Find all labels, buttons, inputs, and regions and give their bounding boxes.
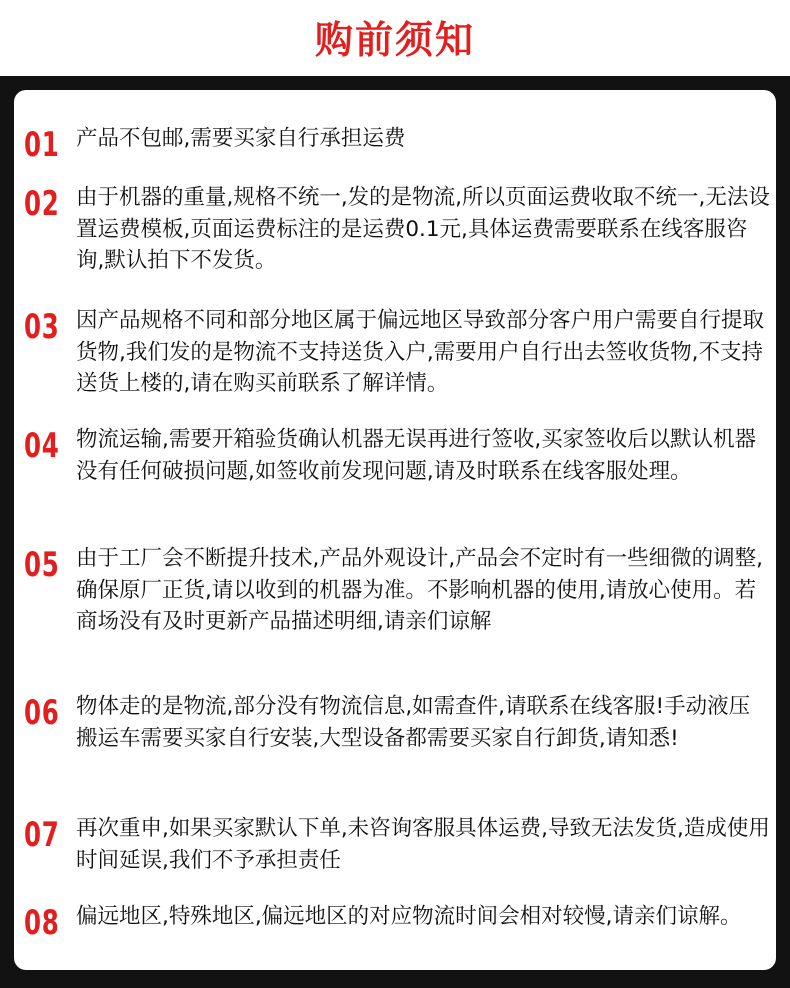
notice-number: 04 [24,426,60,466]
notice-text: 由于工厂会不断提升技术,产品外观设计,产品会不定时有一些细微的调整,确保原厂正货,请以收到的机器为准。不影响机器的使用,请放心使用。若商场没有及时更新产品描述明细,请亲们谅解 [76,546,764,634]
notice-text: 物流运输,需要开箱验货确认机器无误再进行签收,买家签收后以默认机器没有任何破损问题,如签收前发现问题,请及时联系在线客服处理。 [76,427,757,484]
notice-card [14,90,776,970]
notice-number: 08 [24,903,60,943]
notice-number: 06 [24,693,60,733]
notice-number: 03 [24,307,60,347]
notice-text: 物体走的是物流,部分没有物流信息,如需查件,请联系在线客服!手动液压搬运车需要买家自行安装,大型设备都需要买家自行卸货,请知悉! [76,694,751,751]
notice-text: 产品不包邮,需要买家自行承担运费 [76,126,406,151]
notice-text: 再次重申,如果买家默认下单,未咨询客服具体运费,导致无法发货,造成使用时间延误,我们不予承担责任 [76,816,770,873]
notice-text: 因产品规格不同和部分地区属于偏远地区导致部分客户用户需要自行提取货物,我们发的是物流不支持送货入户,需要用户自行出去签收货物,不支持送货上楼的,请在购买前联系了解详情。 [76,308,765,396]
notice-number: 07 [24,815,60,855]
header [0,0,790,76]
page-title: 购前须知 [314,17,475,62]
notice-number: 01 [24,125,60,165]
notice-number: 05 [24,545,60,585]
notice-text: 偏远地区,特殊地区,偏远地区的对应物流时间会相对较慢,请亲们谅解。 [76,904,742,929]
notice-text: 由于机器的重量,规格不统一,发的是物流,所以页面运费收取不统一,无法设置运费模板,页面运费标注的是运费0.1元,具体运费需要联系在线客服咨询,默认拍下不发货。 [76,185,770,273]
notice-number: 02 [24,184,60,224]
